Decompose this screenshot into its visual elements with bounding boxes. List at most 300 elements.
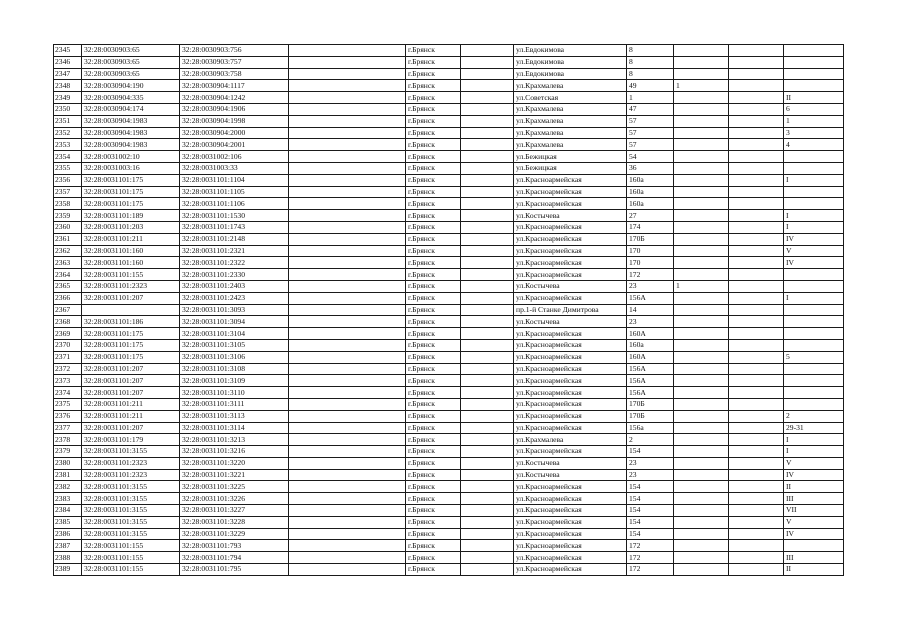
- parent-cadastral-number-cell: 32:28:0031101:175: [82, 339, 180, 351]
- blank-cell: [461, 221, 514, 233]
- building-cell: [674, 481, 729, 493]
- house-number-cell: 154: [627, 516, 674, 528]
- table-row: [54, 245, 844, 257]
- city-cell: г.Брянск: [406, 446, 461, 458]
- building-cell: [674, 56, 729, 68]
- city-cell: г.Брянск: [406, 292, 461, 304]
- parent-cadastral-number-cell: 32:28:0031101:179: [82, 434, 180, 446]
- premises-number-cell: [784, 339, 844, 351]
- row-number-cell: 2346: [54, 56, 82, 68]
- row-number-cell: 2372: [54, 363, 82, 375]
- row-number-cell: 2389: [54, 564, 82, 576]
- parent-cadastral-number-cell: 32:28:0030903:65: [82, 56, 180, 68]
- building-cell: [674, 328, 729, 340]
- premises-number-cell: 4: [784, 139, 844, 151]
- row-number-cell: 2387: [54, 540, 82, 552]
- blank-cell: [289, 80, 406, 92]
- row-number-cell: 2381: [54, 469, 82, 481]
- blank-cell: [289, 280, 406, 292]
- table-row: [54, 139, 844, 151]
- table-row: [54, 387, 844, 399]
- city-cell: г.Брянск: [406, 363, 461, 375]
- row-number-cell: 2359: [54, 210, 82, 222]
- row-number-cell: 2374: [54, 387, 82, 399]
- building-cell: [674, 410, 729, 422]
- blank-cell: [289, 103, 406, 115]
- cadastral-number-cell: 32:28:0031101:3105: [180, 339, 289, 351]
- building-cell: [674, 516, 729, 528]
- house-number-cell: 8: [627, 56, 674, 68]
- parent-cadastral-number-cell: 32:28:0031101:3155: [82, 481, 180, 493]
- row-number-cell: 2377: [54, 422, 82, 434]
- blank-cell: [461, 564, 514, 576]
- parent-cadastral-number-cell: 32:28:0031101:207: [82, 363, 180, 375]
- house-number-cell: 170: [627, 245, 674, 257]
- cadastral-number-cell: 32:28:0031101:3093: [180, 304, 289, 316]
- city-cell: г.Брянск: [406, 434, 461, 446]
- parent-cadastral-number-cell: 32:28:0031101:3155: [82, 516, 180, 528]
- blank-cell: [461, 174, 514, 186]
- street-cell: ул.Красноармейская: [514, 269, 627, 281]
- parent-cadastral-number-cell: 32:28:0031101:155: [82, 269, 180, 281]
- blank-cell: [461, 186, 514, 198]
- table-row: [54, 446, 844, 458]
- table-row: [54, 540, 844, 552]
- blank-cell: [461, 233, 514, 245]
- parent-cadastral-number-cell: 32:28:0031101:2323: [82, 469, 180, 481]
- table-row: [54, 516, 844, 528]
- cadastral-number-cell: 32:28:0031101:2423: [180, 292, 289, 304]
- house-number-cell: 160а: [627, 174, 674, 186]
- premises-number-cell: II: [784, 564, 844, 576]
- blank-cell: [289, 257, 406, 269]
- blank-cell: [289, 92, 406, 104]
- blank-cell: [289, 210, 406, 222]
- building-cell: [674, 198, 729, 210]
- building-cell: [674, 375, 729, 387]
- building-cell: [674, 139, 729, 151]
- blank-cell: [461, 45, 514, 57]
- table-row: [54, 45, 844, 57]
- row-number-cell: 2376: [54, 410, 82, 422]
- building-cell: [674, 151, 729, 163]
- blank-cell: [729, 162, 784, 174]
- cadastral-number-cell: 32:28:0031101:3110: [180, 387, 289, 399]
- building-cell: [674, 387, 729, 399]
- street-cell: пр.1-й Станке Димитрова: [514, 304, 627, 316]
- cadastral-number-cell: 32:28:0031101:2330: [180, 269, 289, 281]
- table-row: [54, 375, 844, 387]
- parent-cadastral-number-cell: 32:28:0031101:155: [82, 540, 180, 552]
- city-cell: г.Брянск: [406, 505, 461, 517]
- house-number-cell: 54: [627, 151, 674, 163]
- blank-cell: [461, 434, 514, 446]
- city-cell: г.Брянск: [406, 269, 461, 281]
- street-cell: ул.Красноармейская: [514, 422, 627, 434]
- cadastral-number-cell: 32:28:0031101:3220: [180, 457, 289, 469]
- blank-cell: [289, 221, 406, 233]
- blank-cell: [461, 127, 514, 139]
- blank-cell: [461, 375, 514, 387]
- parent-cadastral-number-cell: 32:28:0030904:174: [82, 103, 180, 115]
- table-row: [54, 221, 844, 233]
- blank-cell: [729, 92, 784, 104]
- city-cell: г.Брянск: [406, 174, 461, 186]
- table-row: [54, 457, 844, 469]
- city-cell: г.Брянск: [406, 528, 461, 540]
- blank-cell: [289, 127, 406, 139]
- street-cell: ул.Бежицкая: [514, 151, 627, 163]
- building-cell: [674, 434, 729, 446]
- parent-cadastral-number-cell: 32:28:0031101:160: [82, 245, 180, 257]
- building-cell: [674, 257, 729, 269]
- blank-cell: [289, 481, 406, 493]
- parent-cadastral-number-cell: 32:28:0031101:175: [82, 328, 180, 340]
- cadastral-number-cell: 32:28:0031101:2321: [180, 245, 289, 257]
- row-number-cell: 2349: [54, 92, 82, 104]
- building-cell: [674, 351, 729, 363]
- blank-cell: [289, 387, 406, 399]
- premises-number-cell: [784, 80, 844, 92]
- cadastral-number-cell: 32:28:0031101:1106: [180, 198, 289, 210]
- house-number-cell: 170: [627, 257, 674, 269]
- building-cell: [674, 127, 729, 139]
- table-row: [54, 56, 844, 68]
- street-cell: ул.Евдокимова: [514, 68, 627, 80]
- street-cell: ул.Красноармейская: [514, 505, 627, 517]
- blank-cell: [289, 398, 406, 410]
- blank-cell: [729, 127, 784, 139]
- building-cell: [674, 210, 729, 222]
- blank-cell: [461, 103, 514, 115]
- street-cell: ул.Красноармейская: [514, 174, 627, 186]
- house-number-cell: 154: [627, 446, 674, 458]
- street-cell: ул.Красноармейская: [514, 328, 627, 340]
- blank-cell: [729, 516, 784, 528]
- street-cell: ул.Красноармейская: [514, 446, 627, 458]
- premises-number-cell: 5: [784, 351, 844, 363]
- cadastral-number-cell: 32:28:0031101:3111: [180, 398, 289, 410]
- table-row: [54, 481, 844, 493]
- blank-cell: [729, 56, 784, 68]
- blank-cell: [289, 304, 406, 316]
- blank-cell: [461, 245, 514, 257]
- building-cell: [674, 45, 729, 57]
- city-cell: г.Брянск: [406, 481, 461, 493]
- building-cell: [674, 174, 729, 186]
- blank-cell: [461, 493, 514, 505]
- parent-cadastral-number-cell: 32:28:0031101:3155: [82, 528, 180, 540]
- parent-cadastral-number-cell: 32:28:0030904:1983: [82, 115, 180, 127]
- premises-number-cell: V: [784, 457, 844, 469]
- premises-number-cell: III: [784, 493, 844, 505]
- city-cell: г.Брянск: [406, 351, 461, 363]
- street-cell: ул.Костычева: [514, 316, 627, 328]
- building-cell: [674, 398, 729, 410]
- parent-cadastral-number-cell: 32:28:0031101:175: [82, 198, 180, 210]
- blank-cell: [729, 422, 784, 434]
- building-cell: [674, 304, 729, 316]
- blank-cell: [461, 139, 514, 151]
- street-cell: ул.Красноармейская: [514, 257, 627, 269]
- house-number-cell: 160А: [627, 328, 674, 340]
- building-cell: 1: [674, 80, 729, 92]
- blank-cell: [289, 422, 406, 434]
- blank-cell: [289, 528, 406, 540]
- table-row: [54, 92, 844, 104]
- blank-cell: [461, 292, 514, 304]
- row-number-cell: 2364: [54, 269, 82, 281]
- street-cell: ул.Красноармейская: [514, 233, 627, 245]
- row-number-cell: 2382: [54, 481, 82, 493]
- blank-cell: [729, 457, 784, 469]
- blank-cell: [729, 446, 784, 458]
- parent-cadastral-number-cell: 32:28:0031101:175: [82, 351, 180, 363]
- city-cell: г.Брянск: [406, 92, 461, 104]
- cadastral-number-cell: 32:28:0031101:1743: [180, 221, 289, 233]
- parent-cadastral-number-cell: 32:28:0031101:186: [82, 316, 180, 328]
- blank-cell: [729, 351, 784, 363]
- house-number-cell: 172: [627, 540, 674, 552]
- building-cell: [674, 363, 729, 375]
- row-number-cell: 2347: [54, 68, 82, 80]
- city-cell: г.Брянск: [406, 198, 461, 210]
- street-cell: ул.Костычева: [514, 469, 627, 481]
- street-cell: ул.Бежицкая: [514, 162, 627, 174]
- city-cell: г.Брянск: [406, 540, 461, 552]
- house-number-cell: 154: [627, 505, 674, 517]
- cadastral-number-cell: 32:28:0030903:757: [180, 56, 289, 68]
- house-number-cell: 160А: [627, 351, 674, 363]
- cadastral-number-cell: 32:28:0031101:3114: [180, 422, 289, 434]
- street-cell: ул.Красноармейская: [514, 198, 627, 210]
- premises-number-cell: [784, 269, 844, 281]
- blank-cell: [289, 339, 406, 351]
- building-cell: [674, 68, 729, 80]
- house-number-cell: 36: [627, 162, 674, 174]
- street-cell: ул.Красноармейская: [514, 410, 627, 422]
- house-number-cell: 160а: [627, 198, 674, 210]
- building-cell: [674, 221, 729, 233]
- blank-cell: [461, 257, 514, 269]
- blank-cell: [461, 457, 514, 469]
- row-number-cell: 2360: [54, 221, 82, 233]
- table-row: [54, 422, 844, 434]
- house-number-cell: 170Б: [627, 398, 674, 410]
- city-cell: г.Брянск: [406, 280, 461, 292]
- building-cell: [674, 552, 729, 564]
- building-cell: [674, 469, 729, 481]
- city-cell: г.Брянск: [406, 257, 461, 269]
- blank-cell: [289, 328, 406, 340]
- city-cell: г.Брянск: [406, 45, 461, 57]
- blank-cell: [461, 151, 514, 163]
- house-number-cell: 23: [627, 316, 674, 328]
- blank-cell: [461, 316, 514, 328]
- blank-cell: [289, 505, 406, 517]
- building-cell: [674, 316, 729, 328]
- blank-cell: [461, 92, 514, 104]
- city-cell: г.Брянск: [406, 304, 461, 316]
- blank-cell: [729, 398, 784, 410]
- house-number-cell: 160а: [627, 186, 674, 198]
- parent-cadastral-number-cell: 32:28:0031101:211: [82, 233, 180, 245]
- blank-cell: [289, 469, 406, 481]
- house-number-cell: 156а: [627, 422, 674, 434]
- table-row: [54, 410, 844, 422]
- blank-cell: [289, 162, 406, 174]
- blank-cell: [729, 375, 784, 387]
- premises-number-cell: [784, 162, 844, 174]
- blank-cell: [461, 304, 514, 316]
- blank-cell: [461, 351, 514, 363]
- table-row: [54, 80, 844, 92]
- street-cell: ул.Костычева: [514, 280, 627, 292]
- blank-cell: [729, 103, 784, 115]
- street-cell: ул.Красноармейская: [514, 363, 627, 375]
- parent-cadastral-number-cell: 32:28:0031101:3155: [82, 446, 180, 458]
- city-cell: г.Брянск: [406, 457, 461, 469]
- parent-cadastral-number-cell: 32:28:0031101:211: [82, 410, 180, 422]
- table-row: [54, 127, 844, 139]
- city-cell: г.Брянск: [406, 328, 461, 340]
- table-row: [54, 151, 844, 163]
- blank-cell: [729, 245, 784, 257]
- registry-table-body: [54, 45, 844, 576]
- street-cell: ул.Красноармейская: [514, 351, 627, 363]
- building-cell: [674, 245, 729, 257]
- parent-cadastral-number-cell: [82, 304, 180, 316]
- table-row: [54, 493, 844, 505]
- cadastral-number-cell: 32:28:0031101:3213: [180, 434, 289, 446]
- premises-number-cell: [784, 45, 844, 57]
- blank-cell: [461, 162, 514, 174]
- city-cell: г.Брянск: [406, 245, 461, 257]
- table-row: [54, 528, 844, 540]
- blank-cell: [729, 139, 784, 151]
- blank-cell: [729, 552, 784, 564]
- house-number-cell: 156А: [627, 387, 674, 399]
- street-cell: ул.Красноармейская: [514, 245, 627, 257]
- row-number-cell: 2369: [54, 328, 82, 340]
- city-cell: г.Брянск: [406, 186, 461, 198]
- street-cell: ул.Крахмалева: [514, 139, 627, 151]
- street-cell: ул.Красноармейская: [514, 564, 627, 576]
- table-row: [54, 115, 844, 127]
- premises-number-cell: 6: [784, 103, 844, 115]
- house-number-cell: 160а: [627, 339, 674, 351]
- blank-cell: [289, 186, 406, 198]
- building-cell: [674, 457, 729, 469]
- blank-cell: [289, 457, 406, 469]
- blank-cell: [461, 540, 514, 552]
- cadastral-number-cell: 32:28:0031002:106: [180, 151, 289, 163]
- row-number-cell: 2361: [54, 233, 82, 245]
- parent-cadastral-number-cell: 32:28:0031101:3155: [82, 493, 180, 505]
- cadastral-number-cell: 32:28:0031101:3108: [180, 363, 289, 375]
- premises-number-cell: I: [784, 434, 844, 446]
- blank-cell: [729, 174, 784, 186]
- blank-cell: [729, 363, 784, 375]
- cadastral-number-cell: 32:28:0031101:3226: [180, 493, 289, 505]
- house-number-cell: 156А: [627, 363, 674, 375]
- parent-cadastral-number-cell: 32:28:0030903:65: [82, 45, 180, 57]
- premises-number-cell: 2: [784, 410, 844, 422]
- cadastral-number-cell: 32:28:0030904:1117: [180, 80, 289, 92]
- blank-cell: [729, 292, 784, 304]
- city-cell: г.Брянск: [406, 387, 461, 399]
- blank-cell: [461, 516, 514, 528]
- parent-cadastral-number-cell: 32:28:0031101:211: [82, 398, 180, 410]
- parent-cadastral-number-cell: 32:28:0030903:65: [82, 68, 180, 80]
- cadastral-number-cell: 32:28:0031101:3104: [180, 328, 289, 340]
- row-number-cell: 2365: [54, 280, 82, 292]
- premises-number-cell: 3: [784, 127, 844, 139]
- parent-cadastral-number-cell: 32:28:0031101:155: [82, 564, 180, 576]
- street-cell: ул.Евдокимова: [514, 56, 627, 68]
- blank-cell: [729, 198, 784, 210]
- table-row: [54, 434, 844, 446]
- blank-cell: [289, 446, 406, 458]
- premises-number-cell: [784, 387, 844, 399]
- row-number-cell: 2354: [54, 151, 82, 163]
- blank-cell: [289, 139, 406, 151]
- row-number-cell: 2352: [54, 127, 82, 139]
- street-cell: ул.Красноармейская: [514, 540, 627, 552]
- cadastral-number-cell: 32:28:0031101:3094: [180, 316, 289, 328]
- blank-cell: [729, 387, 784, 399]
- parent-cadastral-number-cell: 32:28:0031101:155: [82, 552, 180, 564]
- cadastral-number-cell: 32:28:0031101:3229: [180, 528, 289, 540]
- cadastral-number-cell: 32:28:0031101:3221: [180, 469, 289, 481]
- street-cell: ул.Красноармейская: [514, 292, 627, 304]
- house-number-cell: 2: [627, 434, 674, 446]
- premises-number-cell: IV: [784, 528, 844, 540]
- blank-cell: [461, 198, 514, 210]
- premises-number-cell: [784, 375, 844, 387]
- city-cell: г.Брянск: [406, 233, 461, 245]
- parent-cadastral-number-cell: 32:28:0031101:207: [82, 292, 180, 304]
- blank-cell: [729, 410, 784, 422]
- parent-cadastral-number-cell: 32:28:0030904:1983: [82, 139, 180, 151]
- premises-number-cell: [784, 280, 844, 292]
- cadastral-number-cell: 32:28:0031101:2322: [180, 257, 289, 269]
- row-number-cell: 2366: [54, 292, 82, 304]
- building-cell: [674, 186, 729, 198]
- row-number-cell: 2385: [54, 516, 82, 528]
- row-number-cell: 2355: [54, 162, 82, 174]
- building-cell: [674, 92, 729, 104]
- blank-cell: [461, 446, 514, 458]
- parent-cadastral-number-cell: 32:28:0031101:175: [82, 174, 180, 186]
- row-number-cell: 2380: [54, 457, 82, 469]
- premises-number-cell: [784, 540, 844, 552]
- street-cell: ул.Костычева: [514, 457, 627, 469]
- blank-cell: [289, 198, 406, 210]
- cadastral-number-cell: 32:28:0030904:2001: [180, 139, 289, 151]
- blank-cell: [289, 434, 406, 446]
- parent-cadastral-number-cell: 32:28:0031101:189: [82, 210, 180, 222]
- blank-cell: [461, 56, 514, 68]
- table-row: [54, 103, 844, 115]
- city-cell: г.Брянск: [406, 139, 461, 151]
- blank-cell: [729, 151, 784, 163]
- street-cell: ул.Красноармейская: [514, 398, 627, 410]
- premises-number-cell: VII: [784, 505, 844, 517]
- table-row: [54, 292, 844, 304]
- house-number-cell: 8: [627, 68, 674, 80]
- house-number-cell: 156А: [627, 375, 674, 387]
